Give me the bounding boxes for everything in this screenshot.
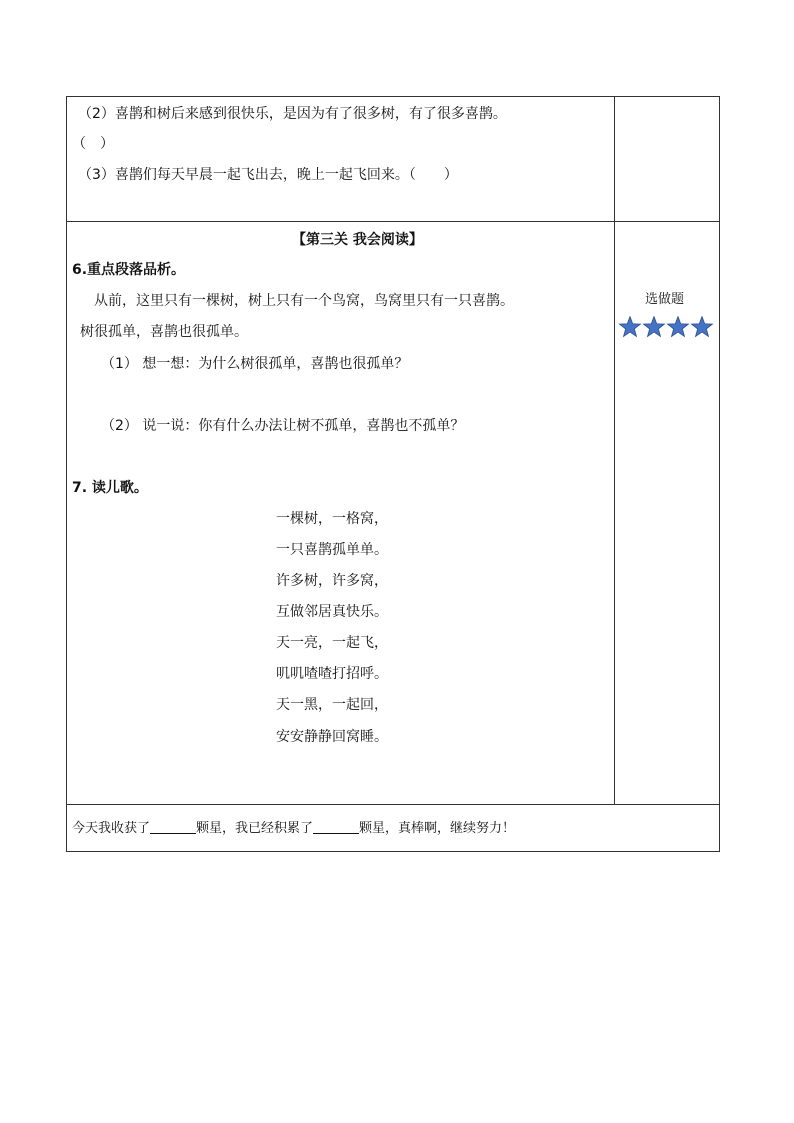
star-icon (644, 317, 665, 337)
passage-line-2: 树很孤单，喜鹊也很孤单。 (80, 324, 248, 340)
poem-line: 一只喜鹊孤单单。 (276, 542, 388, 558)
poem-line: 一棵树，一格窝， (276, 511, 388, 527)
poem-line: 叽叽喳喳打招呼。 (276, 666, 388, 682)
poem-line: 互做邻居真快乐。 (276, 604, 388, 620)
question-7-title: 7. 读儿歌。 (72, 480, 148, 496)
star-rating-graphic (618, 316, 716, 338)
table-border-left (66, 96, 67, 852)
poem-line: 安安静静回窝睡。 (276, 729, 388, 745)
star-icon (620, 317, 641, 337)
question-6-title: 6.重点段落品析。 (72, 262, 186, 278)
star-rating (618, 316, 716, 338)
footer-summary (72, 819, 515, 839)
table-border-bottom (66, 851, 720, 852)
row-divider-1 (66, 221, 720, 222)
sub-question-1: （1） 想一想：为什么树很孤单，喜鹊也很孤单？ (101, 356, 409, 372)
table-border-right (719, 96, 720, 852)
stars-accumulated-blank[interactable] (313, 819, 359, 834)
question-3: （3）喜鹊们每天早晨一起飞出去，晚上一起飞回来。（ ） (78, 167, 458, 183)
optional-question-label: 选做题 (645, 292, 685, 307)
star-icon (668, 317, 689, 337)
star-icon (692, 317, 713, 337)
footer-text-2: 颗星，我已经积累了 (196, 821, 314, 836)
table-border-top (66, 96, 720, 97)
poem-line: 天一黑，一起回， (276, 697, 388, 713)
poem-line: 许多树，许多窝， (276, 573, 388, 589)
sub-question-2: （2） 说一说：你有什么办法让树不孤单，喜鹊也不孤单？ (101, 418, 465, 434)
footer-text-1: 今天我收获了 (72, 821, 151, 836)
passage-line-1: 从前，这里只有一棵树，树上只有一个鸟窝，鸟窝里只有一只喜鹊。 (94, 293, 514, 309)
row-divider-2 (66, 804, 720, 805)
section-header: 【第三关 我会阅读】 (292, 232, 423, 248)
question-2-answer-blank[interactable]: （ ） (72, 136, 114, 152)
column-divider (614, 96, 615, 805)
question-2: （2）喜鹊和树后来感到很快乐，是因为有了很多树，有了很多喜鹊。 (78, 106, 507, 122)
stars-earned-blank[interactable] (150, 819, 196, 834)
footer-text-3: 颗星，真棒啊，继续努力！ (359, 821, 516, 836)
poem-line: 天一亮，一起飞， (276, 635, 388, 651)
